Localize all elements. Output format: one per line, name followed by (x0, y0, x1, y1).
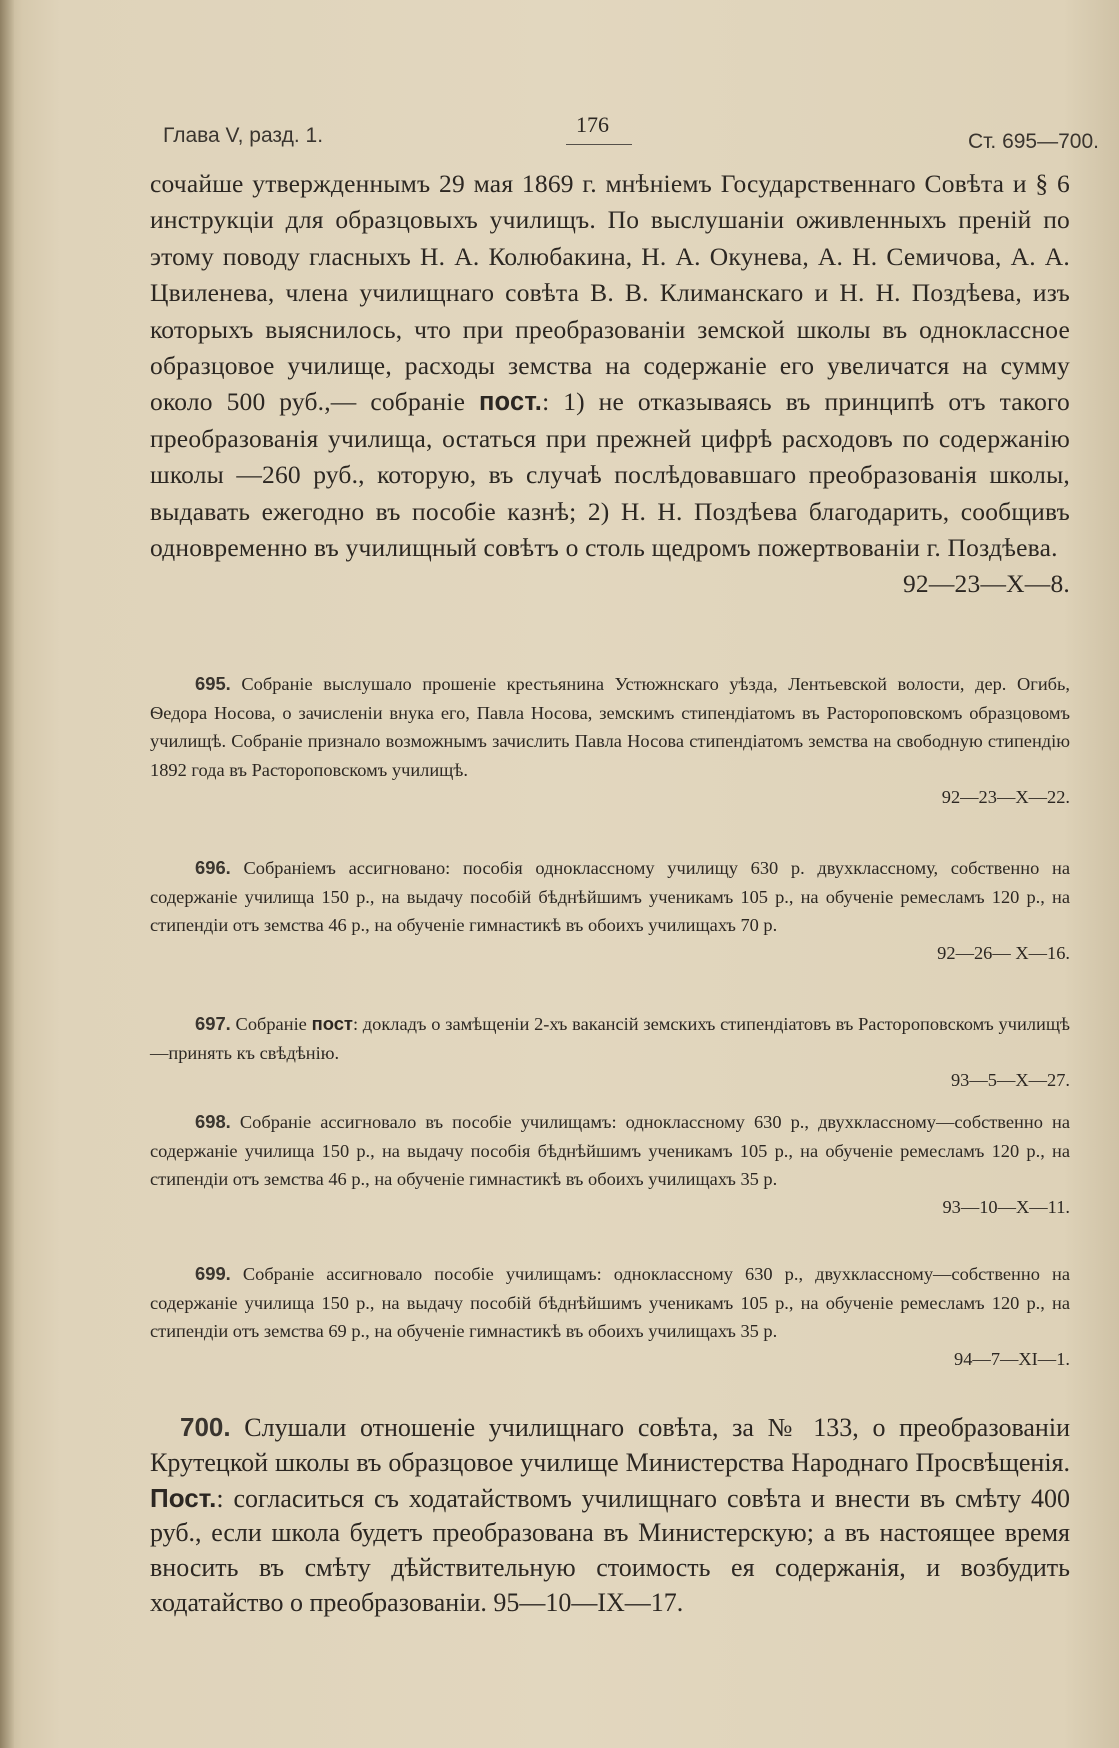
intro-post-label: пост. (478, 388, 543, 417)
article-journal-ref: 93—5—X—27. (950, 1070, 1070, 1091)
article-text: Собраніе ассигновало пособіе училищамъ: одноклассному 630 р., двухклассному—собственно на содержаніе училища 150 р., на выдачу пособій бѣднѣйшимъ ученикамъ 105 р., на обученіе ремесламъ 120 р., на стипендіи отъ земства 69 р., на обученіе гимнастикѣ въ обоихъ училищахъ 35 р. (150, 1264, 1070, 1342)
article-post-label: пост (311, 1013, 353, 1034)
article-700 (150, 1410, 1070, 1621)
article-number: 697. (195, 1013, 231, 1034)
intro-journal-ref: 92—23—X—8. (902, 569, 1070, 599)
running-header (163, 110, 1099, 160)
article-journal-ref: 92—23—X—22. (941, 787, 1070, 808)
intro-text-b: : 1) не отказываясь въ принципѣ отъ такого преобразованія училища, остаться при прежней цифрѣ расходовъ по содержанію школы —260 руб., которую, въ случаѣ послѣдовавшаго преобразованія школы, выдавать ежегодно въ пособіе казнѣ; 2) Н. Н. Поздѣева благодарить, сообщивъ одновременно въ училищный совѣтъ о столь щедромъ пожертвованіи г. Поздѣева. (150, 387, 1070, 563)
article-post-label: Пост. (150, 1482, 217, 1513)
article-journal-ref: 92—26— X—16. (937, 942, 1070, 963)
article-pre: Собраніе (230, 1014, 312, 1034)
article-699 (150, 1260, 1070, 1372)
article-text-a: Слушали отношеніе училищнаго совѣта, за № 133, о преобразованіи Крутецкой школы въ образцовое училище Министерства Народнаго Просвѣщенія. (150, 1413, 1070, 1477)
article-number: 695. (195, 673, 231, 694)
chapter-reference: Глава V, разд. 1. (163, 124, 324, 147)
page-spine-shadow (0, 0, 14, 1748)
article-number: 700. (180, 1412, 231, 1442)
article-number: 699. (195, 1263, 231, 1284)
article-journal-ref: 93—10—X—11. (942, 1196, 1070, 1217)
article-text: Собраніемъ ассигновано: пособія одноклассному училищу 630 р. двухклассному, собственно на содержаніе училища 150 р., на выдачу пособій бѣднѣйшимъ ученикамъ 105 р., на обученіе ремесламъ 120 р., на стипендіи отъ земства 46 р., на обученіе гимнастикѣ въ обоихъ училищахъ 70 р. (150, 858, 1070, 936)
article-697 (150, 1010, 1070, 1093)
article-698 (150, 1108, 1070, 1220)
article-journal-ref: 95—10—IX—17. (493, 1587, 684, 1617)
article-696 (150, 854, 1070, 966)
article-number: 696. (195, 857, 231, 878)
article-range: Ст. 695—700. (967, 130, 1099, 153)
intro-paragraph (150, 166, 1070, 603)
article-695 (150, 670, 1070, 810)
page-number-rule (566, 144, 632, 145)
article-text: Собраніе выслушало прошеніе крестьянина Устюжнскаго уѣзда, Лентьевской волости, дер. Огибь, Ѳедора Носова, о зачисленіи внука его, Павла Носова, земскимъ стипендіатомъ въ Растороповскомъ образцовомъ училищѣ. Собраніе признало возможнымъ зачислить Павла Носова стипендіатомъ земства на свободную стипендію 1892 года въ Растороповскомъ училищѣ. (150, 674, 1070, 780)
article-text: : докладъ о замѣщеніи 2-хъ вакансій земскихъ стипендіатовъ въ Растороповскомъ училищѣ—принять къ свѣдѣнію. (150, 1014, 1070, 1063)
article-text-b: : согласиться съ ходатайствомъ училищнаго совѣта и внести въ смѣту 400 руб., если школа будетъ преобразована въ Министерскую; а въ настоящее время вносить въ смѣту дѣйствительную стоимость ея содержанія, и возбудить ходатайство о преобразованіи. (150, 1483, 1070, 1617)
article-number: 698. (195, 1111, 231, 1132)
article-journal-ref: 94—7—XI—1. (954, 1348, 1070, 1369)
article-text: Собраніе ассигновало въ пособіе училищамъ: одноклассному 630 р., двухклассному—собственно на содержаніе училища 150 р., на выдачу пособія бѣднѣйшимъ ученикамъ 105 р., на обученіе ремесламъ 120 р., на стипендіи отъ земства 46 р., на обученіе гимнастикѣ въ обоихъ училищахъ 35 р. (150, 1112, 1070, 1190)
intro-text-a: сочайше утвержденнымъ 29 мая 1869 г. мнѣніемъ Государственнаго Совѣта и § 6 инструкціи для образцовыхъ училищъ. По выслушаніи оживленныхъ преній по этому поводу гласныхъ Н. А. Колюбакина, Н. А. Окунева, А. Н. Семичова, А. А. Цвиленева, члена училищнаго совѣта В. В. Климанскаго и Н. Н. Поздѣева, изъ которыхъ выяснилось, что при преобразованіи земской школы въ одноклассное образцовое училище, расходы земства на содержаніе его увеличатся на сумму около 500 руб.,— собраніе (150, 169, 1070, 417)
page-number: 176 (576, 112, 609, 137)
